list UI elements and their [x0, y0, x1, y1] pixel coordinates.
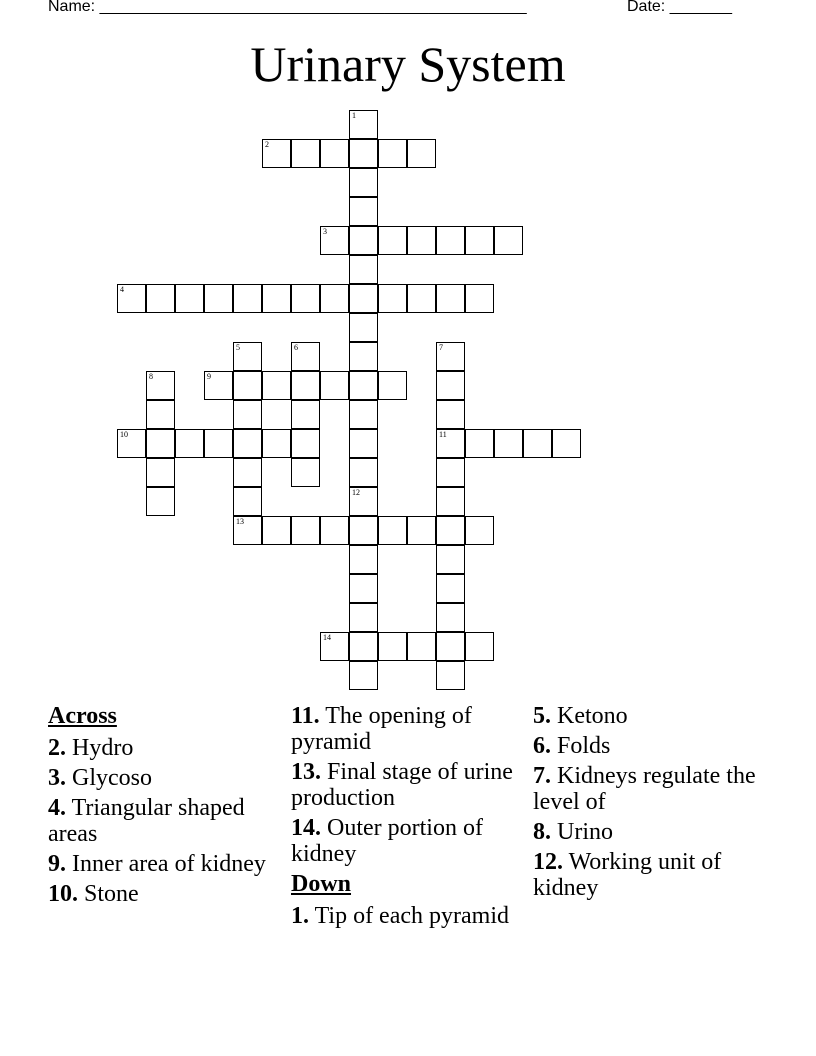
clue-number-label: 2: [265, 140, 269, 149]
grid-cell[interactable]: [291, 284, 320, 313]
clue-across-9: 9. Inner area of kidney: [48, 851, 266, 877]
clue-number-label: 6: [294, 343, 298, 352]
grid-cell[interactable]: [262, 284, 291, 313]
clue-column-2: [291, 703, 516, 933]
grid-cell[interactable]: [378, 632, 407, 661]
grid-cell[interactable]: [494, 226, 523, 255]
clue-down-1: 1. Tip of each pyramid: [291, 903, 509, 929]
grid-cell[interactable]: [349, 226, 378, 255]
grid-cell[interactable]: [146, 400, 175, 429]
grid-cell[interactable]: [291, 458, 320, 487]
grid-cell[interactable]: [146, 487, 175, 516]
grid-cell[interactable]: [436, 661, 465, 690]
grid-cell[interactable]: [349, 574, 378, 603]
clue-across-2: 2. Hydro: [48, 735, 134, 761]
grid-cell[interactable]: [349, 342, 378, 371]
grid-cell[interactable]: [349, 632, 378, 661]
grid-cell[interactable]: [465, 284, 494, 313]
clue-across-3: 3. Glycoso: [48, 765, 152, 791]
clue-across-13: 13. Final stage of urine production: [291, 759, 513, 811]
grid-cell[interactable]: [436, 487, 465, 516]
grid-cell[interactable]: [320, 516, 349, 545]
grid-cell[interactable]: [320, 139, 349, 168]
grid-cell[interactable]: [436, 226, 465, 255]
grid-cell[interactable]: [146, 458, 175, 487]
grid-cell[interactable]: [349, 545, 378, 574]
across-heading: Across: [48, 703, 117, 729]
down-heading: Down: [291, 871, 352, 897]
grid-cell[interactable]: [349, 197, 378, 226]
grid-cell[interactable]: [436, 603, 465, 632]
grid-cell[interactable]: [204, 284, 233, 313]
grid-cell[interactable]: [436, 632, 465, 661]
clue-number-label: 9: [207, 372, 211, 381]
clue-number-label: 13: [236, 517, 244, 526]
grid-cell[interactable]: [349, 516, 378, 545]
grid-cell[interactable]: [291, 139, 320, 168]
grid-cell[interactable]: [349, 313, 378, 342]
grid-cell[interactable]: [291, 400, 320, 429]
clue-across-10: 10. Stone: [48, 881, 139, 907]
grid-cell[interactable]: [407, 632, 436, 661]
grid-cell[interactable]: [436, 400, 465, 429]
grid-cell[interactable]: [436, 458, 465, 487]
grid-cell[interactable]: [349, 661, 378, 690]
grid-cell[interactable]: [233, 429, 262, 458]
grid-cell[interactable]: [233, 400, 262, 429]
clue-number-label: 5: [236, 343, 240, 352]
grid-cell[interactable]: [436, 371, 465, 400]
clue-down-8: 8. Urino: [533, 819, 613, 845]
clue-number-label: 8: [149, 372, 153, 381]
grid-cell[interactable]: [494, 429, 523, 458]
clue-column-3: [533, 703, 768, 905]
grid-cell[interactable]: [291, 429, 320, 458]
grid-cell[interactable]: [349, 255, 378, 284]
clue-number-label: 14: [323, 633, 331, 642]
grid-cell[interactable]: [436, 284, 465, 313]
grid-cell[interactable]: [378, 226, 407, 255]
clue-number-label: 10: [120, 430, 128, 439]
grid-cell[interactable]: [320, 371, 349, 400]
grid-cell[interactable]: [465, 429, 494, 458]
grid-cell[interactable]: [436, 545, 465, 574]
grid-cell[interactable]: [262, 429, 291, 458]
grid-cell[interactable]: [262, 371, 291, 400]
clue-down-6: 6. Folds: [533, 733, 611, 759]
grid-cell[interactable]: [233, 487, 262, 516]
grid-cell[interactable]: [146, 284, 175, 313]
name-field: Name: ________________________________________________: [48, 0, 527, 15]
grid-cell[interactable]: [436, 516, 465, 545]
clue-down-12: 12. Working unit of kidney: [533, 849, 722, 901]
grid-cell[interactable]: [378, 139, 407, 168]
grid-cell[interactable]: [175, 429, 204, 458]
grid-cell[interactable]: [349, 284, 378, 313]
clue-across-14: 14. Outer portion of kidney: [291, 815, 483, 867]
clue-number-label: 3: [323, 227, 327, 236]
clue-number-label: 12: [352, 488, 360, 497]
grid-cell[interactable]: [349, 603, 378, 632]
grid-cell[interactable]: [407, 226, 436, 255]
grid-cell[interactable]: [523, 429, 552, 458]
page-title: Urinary System: [250, 36, 566, 92]
grid-cell[interactable]: [349, 400, 378, 429]
clue-column-1: [48, 703, 283, 911]
grid-cell[interactable]: [407, 139, 436, 168]
grid-cell[interactable]: [349, 458, 378, 487]
clue-number-label: 11: [439, 430, 447, 439]
clue-number-label: 7: [439, 343, 443, 352]
grid-cell[interactable]: [349, 139, 378, 168]
grid-cell[interactable]: [378, 284, 407, 313]
grid-cell[interactable]: [291, 371, 320, 400]
grid-cell[interactable]: [436, 574, 465, 603]
grid-cell[interactable]: [407, 516, 436, 545]
grid-cell[interactable]: [378, 516, 407, 545]
grid-cell[interactable]: [320, 284, 349, 313]
grid-cell[interactable]: [233, 458, 262, 487]
clue-across-11: 11. The opening of pyramid: [291, 703, 472, 755]
grid-cell[interactable]: [349, 168, 378, 197]
clue-down-5: 5. Ketono: [533, 703, 628, 729]
grid-cell[interactable]: [465, 226, 494, 255]
grid-cell[interactable]: [465, 516, 494, 545]
grid-cell[interactable]: [233, 371, 262, 400]
grid-cell[interactable]: [175, 284, 204, 313]
grid-cell[interactable]: [291, 516, 320, 545]
grid-cell[interactable]: [378, 371, 407, 400]
grid-cell[interactable]: [146, 429, 175, 458]
grid-cell[interactable]: [407, 284, 436, 313]
clue-down-7: 7. Kidneys regulate the level of: [533, 763, 756, 815]
clue-across-4: 4. Triangular shaped areas: [48, 795, 245, 847]
date-field: Date: _______: [627, 0, 732, 15]
grid-cell[interactable]: [349, 429, 378, 458]
grid-cell[interactable]: [233, 284, 262, 313]
grid-cell[interactable]: [204, 429, 233, 458]
clue-number-label: 1: [352, 111, 356, 120]
grid-cell[interactable]: [262, 516, 291, 545]
grid-cell[interactable]: [349, 371, 378, 400]
grid-cell[interactable]: [552, 429, 581, 458]
clue-number-label: 4: [120, 285, 124, 294]
grid-cell[interactable]: [465, 632, 494, 661]
